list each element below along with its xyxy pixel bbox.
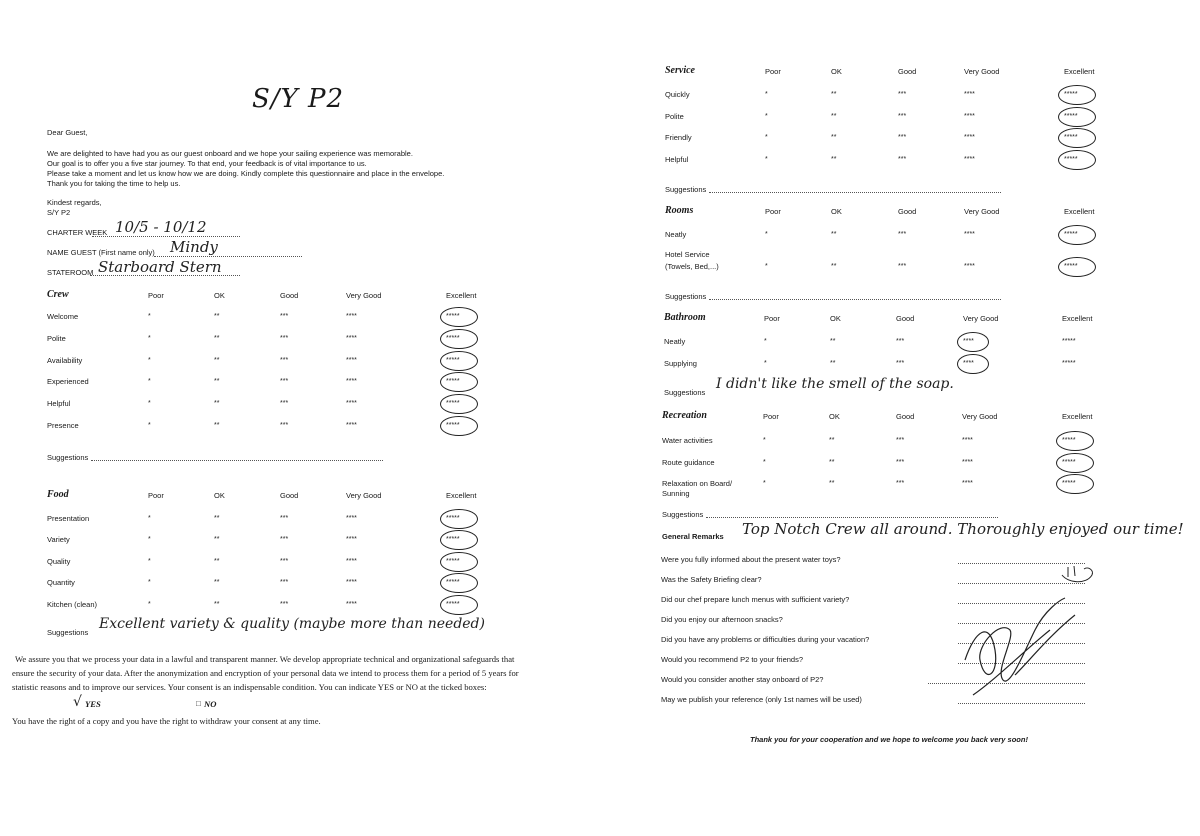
selected-rating-circle xyxy=(440,372,478,392)
section-title: Food xyxy=(47,489,69,500)
rating-stars: **** xyxy=(963,360,974,367)
rating-stars: **** xyxy=(962,459,973,466)
rating-stars: **** xyxy=(346,400,357,407)
rating-stars: ***** xyxy=(446,515,460,522)
item-label: Neatly xyxy=(665,230,687,239)
rating-stars: ***** xyxy=(446,601,460,608)
rating-stars: ** xyxy=(214,558,220,565)
letter-line: We are delighted to have had you as our guest onboard and we hope your sailing experience was memorable. xyxy=(47,149,413,158)
scale-header: Poor xyxy=(764,314,780,323)
selected-rating-circle xyxy=(440,394,478,414)
rating-stars: * xyxy=(764,360,767,367)
rating-stars: **** xyxy=(964,231,975,238)
privacy-line: statistic reasons and to improve our services. Your consent is an indispensable condition. You can indicate YES or NO at the ticked boxes: xyxy=(12,682,487,692)
item-label: Welcome xyxy=(47,312,79,321)
rating-stars: * xyxy=(148,579,151,586)
rating-stars: ** xyxy=(214,400,220,407)
scale-header: Excellent xyxy=(1064,207,1095,216)
question: Was the Safety Briefing clear? xyxy=(661,575,762,584)
rating-stars: ***** xyxy=(446,579,460,586)
rating-stars: ** xyxy=(214,357,220,364)
suggestions-value: I didn't like the smell of the soap. xyxy=(716,376,954,392)
item-label: Supplying xyxy=(664,359,697,368)
rating-stars: ** xyxy=(829,437,835,444)
rating-stars: *** xyxy=(896,459,905,466)
rating-stars: ***** xyxy=(446,422,460,429)
yes-check: √ xyxy=(73,694,82,710)
rating-stars: **** xyxy=(962,437,973,444)
scale-header: Poor xyxy=(765,67,781,76)
selected-rating-circle xyxy=(1058,257,1096,277)
question: Did you have any problems or difficulties during your vacation? xyxy=(661,635,870,644)
letter-line: Thank you for taking the time to help us. xyxy=(47,179,181,188)
rating-stars: **** xyxy=(964,113,975,120)
rating-stars: ** xyxy=(831,134,837,141)
item-label: Neatly xyxy=(664,337,686,346)
suggestions-label: Suggestions xyxy=(47,628,89,637)
scale-header: Excellent xyxy=(446,291,477,300)
name-guest-label: NAME GUEST (First name only) xyxy=(47,248,155,257)
scale-header: Excellent xyxy=(1064,67,1095,76)
selected-rating-circle xyxy=(440,329,478,349)
rating-stars: ***** xyxy=(1064,113,1078,120)
rating-stars: ** xyxy=(829,480,835,487)
item-label: Presence xyxy=(47,421,79,430)
rating-stars: ** xyxy=(214,601,220,608)
item-label: Kitchen (clean) xyxy=(47,600,98,609)
rating-stars: *** xyxy=(896,480,905,487)
question: Would you recommend P2 to your friends? xyxy=(661,655,804,664)
suggestions-line xyxy=(709,299,1001,300)
rating-stars: * xyxy=(148,601,151,608)
rating-stars: *** xyxy=(280,400,289,407)
privacy-line: ensure the security of your data. After the anonymization and encryption of your personal data we intend to process them for a period of 5 years for xyxy=(12,668,519,678)
rating-stars: * xyxy=(148,378,151,385)
rating-stars: * xyxy=(148,422,151,429)
rating-stars: *** xyxy=(280,601,289,608)
rating-stars: **** xyxy=(964,263,975,270)
rating-stars: *** xyxy=(898,134,907,141)
suggestions-label: Suggestions xyxy=(662,510,704,519)
rating-stars: * xyxy=(148,400,151,407)
question: Would you consider another stay onboard of P2? xyxy=(661,675,824,684)
rating-stars: **** xyxy=(346,335,357,342)
scale-header: OK xyxy=(214,291,225,300)
suggestions-label: Suggestions xyxy=(664,388,706,397)
rating-stars: * xyxy=(765,134,768,141)
no-box: □ xyxy=(196,699,201,708)
selected-rating-circle xyxy=(1058,128,1096,148)
item-label: Polite xyxy=(665,112,684,121)
selected-rating-circle xyxy=(1056,474,1094,494)
rating-stars: ** xyxy=(831,156,837,163)
rating-stars: ** xyxy=(214,422,220,429)
privacy-line: We assure you that we process your data in a lawful and transparent manner. We develop appropriate technical and organizational safeguards that xyxy=(15,654,515,664)
rating-stars: ** xyxy=(214,536,220,543)
section-title: Bathroom xyxy=(664,312,706,323)
rating-stars: * xyxy=(148,558,151,565)
selected-rating-circle xyxy=(1056,453,1094,473)
selected-rating-circle xyxy=(1058,85,1096,105)
rating-stars: * xyxy=(764,338,767,345)
rating-stars: * xyxy=(148,515,151,522)
rating-stars: **** xyxy=(346,515,357,522)
section-title: Rooms xyxy=(665,205,694,216)
rating-stars: * xyxy=(763,437,766,444)
name-line xyxy=(154,256,302,257)
rating-stars: **** xyxy=(346,357,357,364)
suggestions-line xyxy=(709,192,1001,193)
rating-stars: *** xyxy=(898,91,907,98)
rating-stars: *** xyxy=(898,263,907,270)
suggestions-label: Suggestions xyxy=(665,185,707,194)
rating-stars: *** xyxy=(898,156,907,163)
scale-header: Good xyxy=(898,207,917,216)
rating-stars: **** xyxy=(346,536,357,543)
section-title: Crew xyxy=(47,289,69,300)
rating-stars: ** xyxy=(831,91,837,98)
answer-line xyxy=(958,703,1085,704)
rating-stars: **** xyxy=(964,134,975,141)
rating-stars: * xyxy=(148,536,151,543)
item-label: Quickly xyxy=(665,90,690,99)
rating-stars: **** xyxy=(964,156,975,163)
rating-stars: ***** xyxy=(446,558,460,565)
selected-rating-circle xyxy=(1058,225,1096,245)
greeting: Dear Guest, xyxy=(47,128,88,137)
rating-stars: **** xyxy=(346,313,357,320)
suggestions-value: Excellent variety & quality (maybe more than needed) xyxy=(99,616,485,632)
rating-stars: *** xyxy=(898,231,907,238)
scale-header: Very Good xyxy=(964,67,1000,76)
suggestions-line xyxy=(91,460,383,461)
rating-stars: *** xyxy=(280,536,289,543)
scale-header: Poor xyxy=(148,491,164,500)
rating-stars: *** xyxy=(280,357,289,364)
rating-stars: ***** xyxy=(1064,91,1078,98)
scale-header: OK xyxy=(214,491,225,500)
suggestions-line xyxy=(706,517,998,518)
item-label: Polite xyxy=(47,334,66,343)
selected-rating-circle xyxy=(440,573,478,593)
charter-line xyxy=(92,236,240,237)
question: Did you enjoy our afternoon snacks? xyxy=(661,615,783,624)
rating-stars: *** xyxy=(280,558,289,565)
rating-stars: **** xyxy=(346,601,357,608)
rating-stars: **** xyxy=(346,378,357,385)
letter-line: Please take a moment and let us know how we are doing. Kindly complete this questionnaire and place in the envelope. xyxy=(47,169,445,178)
rating-stars: ** xyxy=(829,459,835,466)
general-remarks-label: General Remarks xyxy=(662,532,724,541)
selected-rating-circle xyxy=(440,509,478,529)
rating-stars: **** xyxy=(964,91,975,98)
scale-header: Poor xyxy=(765,207,781,216)
scale-header: Good xyxy=(280,491,299,500)
scale-header: Excellent xyxy=(1062,314,1093,323)
rating-stars: ***** xyxy=(1064,156,1078,163)
rating-stars: ** xyxy=(214,378,220,385)
section-title: Recreation xyxy=(662,410,707,421)
rating-stars: * xyxy=(763,480,766,487)
rating-stars: ***** xyxy=(446,378,460,385)
rating-stars: ***** xyxy=(446,335,460,342)
selected-rating-circle xyxy=(440,595,478,615)
rating-stars: ***** xyxy=(446,357,460,364)
regards: Kindest regards, xyxy=(47,198,102,207)
scale-header: Good xyxy=(898,67,917,76)
scale-header: OK xyxy=(831,67,842,76)
charter-week-label: CHARTER WEEK xyxy=(47,228,108,237)
item-label: (Towels, Bed,...) xyxy=(665,262,719,271)
item-label: Presentation xyxy=(47,514,90,523)
rating-stars: * xyxy=(148,335,151,342)
selected-rating-circle xyxy=(440,307,478,327)
question: Did our chef prepare lunch menus with sufficient variety? xyxy=(661,595,850,604)
rating-stars: ** xyxy=(214,515,220,522)
rating-stars: * xyxy=(765,231,768,238)
general-remarks-value: Top Notch Crew all around. Thoroughly enjoyed our time! xyxy=(742,520,1184,538)
stateroom-label: STATEROOM xyxy=(47,268,94,277)
scale-header: Excellent xyxy=(1062,412,1093,421)
rating-stars: **** xyxy=(346,558,357,565)
check-scribble xyxy=(1058,563,1098,588)
rating-stars: ***** xyxy=(1064,231,1078,238)
question: Were you fully informed about the present water toys? xyxy=(661,555,841,564)
item-label: Friendly xyxy=(665,133,692,142)
rating-stars: **** xyxy=(963,338,974,345)
rating-stars: ***** xyxy=(1062,360,1076,367)
rating-stars: **** xyxy=(346,579,357,586)
rating-stars: ** xyxy=(831,231,837,238)
selected-rating-circle xyxy=(1058,107,1096,127)
scale-header: Poor xyxy=(763,412,779,421)
scale-header: Very Good xyxy=(962,412,998,421)
rating-stars: * xyxy=(148,313,151,320)
item-label: Quantity xyxy=(47,578,75,587)
rating-stars: ** xyxy=(214,335,220,342)
rating-stars: ***** xyxy=(446,400,460,407)
rating-stars: * xyxy=(765,113,768,120)
selected-rating-circle xyxy=(957,354,989,374)
suggestions-label: Suggestions xyxy=(665,292,707,301)
item-label: Sunning xyxy=(662,489,690,498)
rating-stars: *** xyxy=(280,422,289,429)
footer-thanks: Thank you for your cooperation and we hope to welcome you back very soon! xyxy=(750,735,1028,744)
item-label: Variety xyxy=(47,535,70,544)
rating-stars: *** xyxy=(280,335,289,342)
selected-rating-circle xyxy=(957,332,989,352)
selected-rating-circle xyxy=(1058,150,1096,170)
scale-header: OK xyxy=(831,207,842,216)
rating-stars: *** xyxy=(896,437,905,444)
item-label: Helpful xyxy=(665,155,689,164)
rating-stars: ** xyxy=(830,338,836,345)
scale-header: Very Good xyxy=(346,291,382,300)
item-label: Availability xyxy=(47,356,83,365)
rating-stars: ** xyxy=(831,263,837,270)
scale-header: Good xyxy=(896,314,915,323)
scale-header: OK xyxy=(830,314,841,323)
rating-stars: ***** xyxy=(446,313,460,320)
name-guest-value: Mindy xyxy=(170,238,218,256)
rating-stars: * xyxy=(148,357,151,364)
rating-stars: * xyxy=(763,459,766,466)
scale-header: Good xyxy=(280,291,299,300)
rating-stars: ** xyxy=(830,360,836,367)
scale-header: Very Good xyxy=(963,314,999,323)
item-label: Experienced xyxy=(47,377,89,386)
item-label: Relaxation on Board/ xyxy=(662,479,733,488)
selected-rating-circle xyxy=(440,552,478,572)
question: May we publish your reference (only 1st names will be used) xyxy=(661,695,862,704)
letter-sign: S/Y P2 xyxy=(47,208,71,217)
document-title: S/Y P2 xyxy=(252,84,345,114)
rating-stars: ** xyxy=(214,579,220,586)
rating-stars: *** xyxy=(280,378,289,385)
rating-stars: ***** xyxy=(446,536,460,543)
letter-line: Our goal is to offer you a five star journey. To that end, your feedback is of vital importance to us. xyxy=(47,159,367,168)
selected-rating-circle xyxy=(440,530,478,550)
rating-stars: *** xyxy=(896,338,905,345)
rating-stars: *** xyxy=(280,313,289,320)
selected-rating-circle xyxy=(440,351,478,371)
item-label: Route guidance xyxy=(662,458,715,467)
yes-label: YES xyxy=(85,699,101,709)
item-label: Water activities xyxy=(662,436,713,445)
scale-header: Very Good xyxy=(346,491,382,500)
rating-stars: *** xyxy=(898,113,907,120)
scale-header: Poor xyxy=(148,291,164,300)
scale-header: Very Good xyxy=(964,207,1000,216)
scale-header: Excellent xyxy=(446,491,477,500)
rating-stars: ***** xyxy=(1062,338,1076,345)
rating-stars: ***** xyxy=(1062,480,1076,487)
rating-stars: **** xyxy=(962,480,973,487)
item-label: Helpful xyxy=(47,399,71,408)
rating-stars: *** xyxy=(896,360,905,367)
rating-stars: ***** xyxy=(1064,263,1078,270)
item-label: Hotel Service xyxy=(665,250,710,259)
suggestions-label: Suggestions xyxy=(47,453,89,462)
rating-stars: *** xyxy=(280,579,289,586)
rating-stars: * xyxy=(765,263,768,270)
rating-stars: ***** xyxy=(1062,459,1076,466)
rating-stars: ** xyxy=(831,113,837,120)
rating-stars: * xyxy=(765,91,768,98)
stateroom-value: Starboard Stern xyxy=(98,258,222,276)
rating-stars: **** xyxy=(346,422,357,429)
selected-rating-circle xyxy=(440,416,478,436)
signature-scribble xyxy=(955,590,1095,700)
scale-header: Good xyxy=(896,412,915,421)
item-label: Quality xyxy=(47,557,71,566)
rights-line: You have the right of a copy and you have the right to withdraw your consent at any time. xyxy=(12,716,321,726)
scale-header: OK xyxy=(829,412,840,421)
section-title: Service xyxy=(665,65,695,76)
no-label: NO xyxy=(204,699,217,709)
rating-stars: * xyxy=(765,156,768,163)
rating-stars: ** xyxy=(214,313,220,320)
selected-rating-circle xyxy=(1056,431,1094,451)
rating-stars: ***** xyxy=(1064,134,1078,141)
charter-week-value: 10/5 - 10/12 xyxy=(115,218,207,236)
rating-stars: *** xyxy=(280,515,289,522)
rating-stars: ***** xyxy=(1062,437,1076,444)
